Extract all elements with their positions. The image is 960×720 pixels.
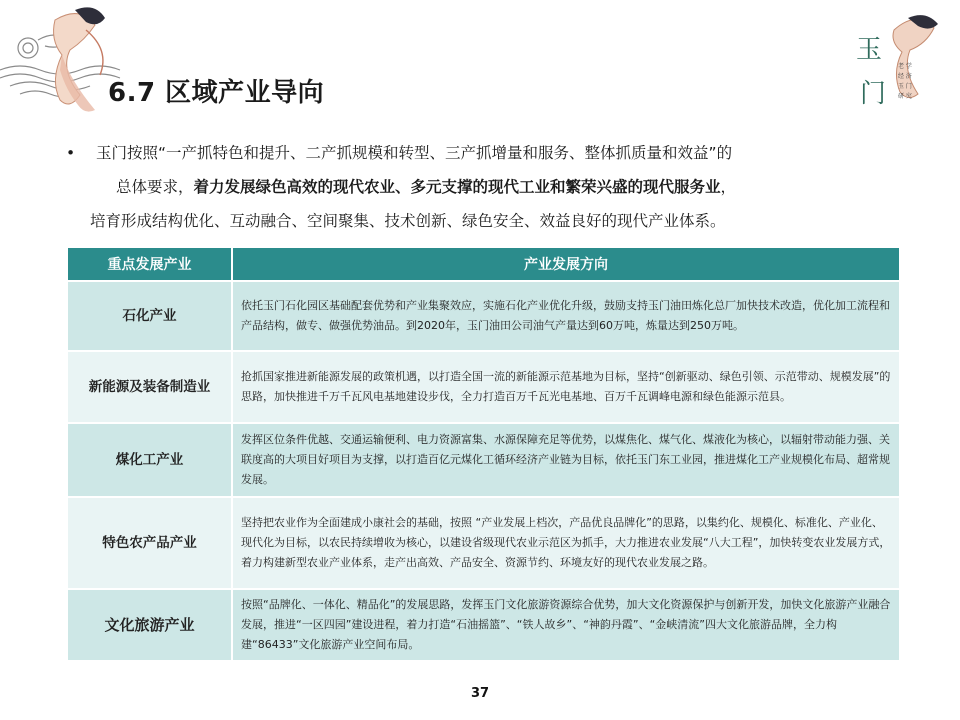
- table-row: [68, 351, 900, 423]
- decorative-cloud-ornament: [0, 0, 140, 130]
- svg-text:经 济: 经 济: [898, 73, 912, 80]
- intro-line-2: [116, 170, 736, 204]
- header-direction: 产业发展方向: [232, 248, 900, 281]
- svg-text:研 究: 研 究: [898, 93, 912, 100]
- industry-direction: 坚持把农业作为全面建成小康社会的基础，按照 “产业发展上档次，产品优良品牌化”的思路，以集约化、规模化、标准化、产业化、现代化为目标，以农民持续增收为核心，以建设省级现代农业示范区为抓手，大力推进农业发展“八大工程”，加快转变农业发展方式，着力构建新型农业产业体系，走产出高效、产品安全、资源节约、环境友好的现代农业发展之路。: [232, 497, 900, 589]
- yumen-logo: [846, 10, 950, 120]
- intro-line-2-suffix: ，: [720, 178, 737, 196]
- table-header-row: [68, 248, 900, 281]
- industry-name: 新能源及装备制造业: [68, 351, 232, 423]
- svg-text:玉 门: 玉 门: [898, 83, 912, 90]
- svg-text:老 学: 老 学: [898, 63, 912, 70]
- intro-line-3: 培育形成结构优化、互动融合、空间聚集、技术创新、绿色安全、效益良好的现代产业体系。: [90, 212, 726, 230]
- intro-line-2-prefix: 总体要求，: [116, 178, 194, 196]
- industry-name: 文化旅游产业: [68, 589, 232, 660]
- industry-name: 石化产业: [68, 281, 232, 351]
- industry-direction: 依托玉门石化园区基础配套优势和产业集聚效应，实施石化产业优化升级，鼓励支持玉门油田炼化总厂加快技术改造，优化加工流程和产品结构，做专、做强优势油品。到2020年，玉门油田公司油气产量达到60万吨，炼量达到250万吨。: [232, 281, 900, 351]
- industry-direction: 发挥区位条件优越、交通运输便利、电力资源富集、水源保障充足等优势，以煤焦化、煤气化、煤液化为核心，以辐射带动能力强、关联度高的大项目好项目为支撑，以打造百亿元煤化工循环经济产业链为目标，依托玉门东工业园，推进煤化工产业规模化布局、超常规发展。: [232, 423, 900, 497]
- industry-name: 煤化工产业: [68, 423, 232, 497]
- industry-table: [68, 248, 901, 660]
- svg-text:门: 门: [860, 79, 887, 109]
- industry-name: 特色农产品产业: [68, 497, 232, 589]
- industry-direction: 抢抓国家推进新能源发展的政策机遇，以打造全国一流的新能源示范基地为目标，坚持“创新驱动、绿色引领、示范带动、规模发展”的思路，加快推进千万千瓦风电基地建设步伐，全力打造百万千瓦光电基地、百万千瓦调峰电源和绿色能源示范县。: [232, 351, 900, 423]
- page-title: 6.7 区域产业导向: [108, 78, 325, 108]
- intro-line-1: 玉门按照“一产抓特色和提升、二产抓规模和转型、三产抓增量和服务、整体抓质量和效益”的: [96, 144, 733, 162]
- page-number: 37: [470, 686, 490, 701]
- table-row: [68, 497, 900, 589]
- svg-text:玉: 玉: [856, 35, 883, 65]
- table-row: [68, 281, 900, 351]
- industry-direction: 按照“品牌化、一体化、精品化”的发展思路，发挥玉门文化旅游资源综合优势，加大文化资源保护与创新开发，加快文化旅游产业融合发展，推进“一区四园”建设进程，着力打造“石油摇篮”、“铁人故乡”、“神韵丹霞”、“金峡清流”四大文化旅游品牌，全力构建“86433”文化旅游产业空间布局。: [232, 589, 900, 660]
- intro-line-2-bold: 着力发展绿色高效的现代农业、多元支撑的现代工业和繁荣兴盛的现代服务业: [193, 178, 721, 196]
- table-row: [68, 423, 900, 497]
- table-row: [68, 589, 900, 660]
- bullet-marker: •: [66, 144, 76, 162]
- header-key-industry: 重点发展产业: [68, 248, 232, 281]
